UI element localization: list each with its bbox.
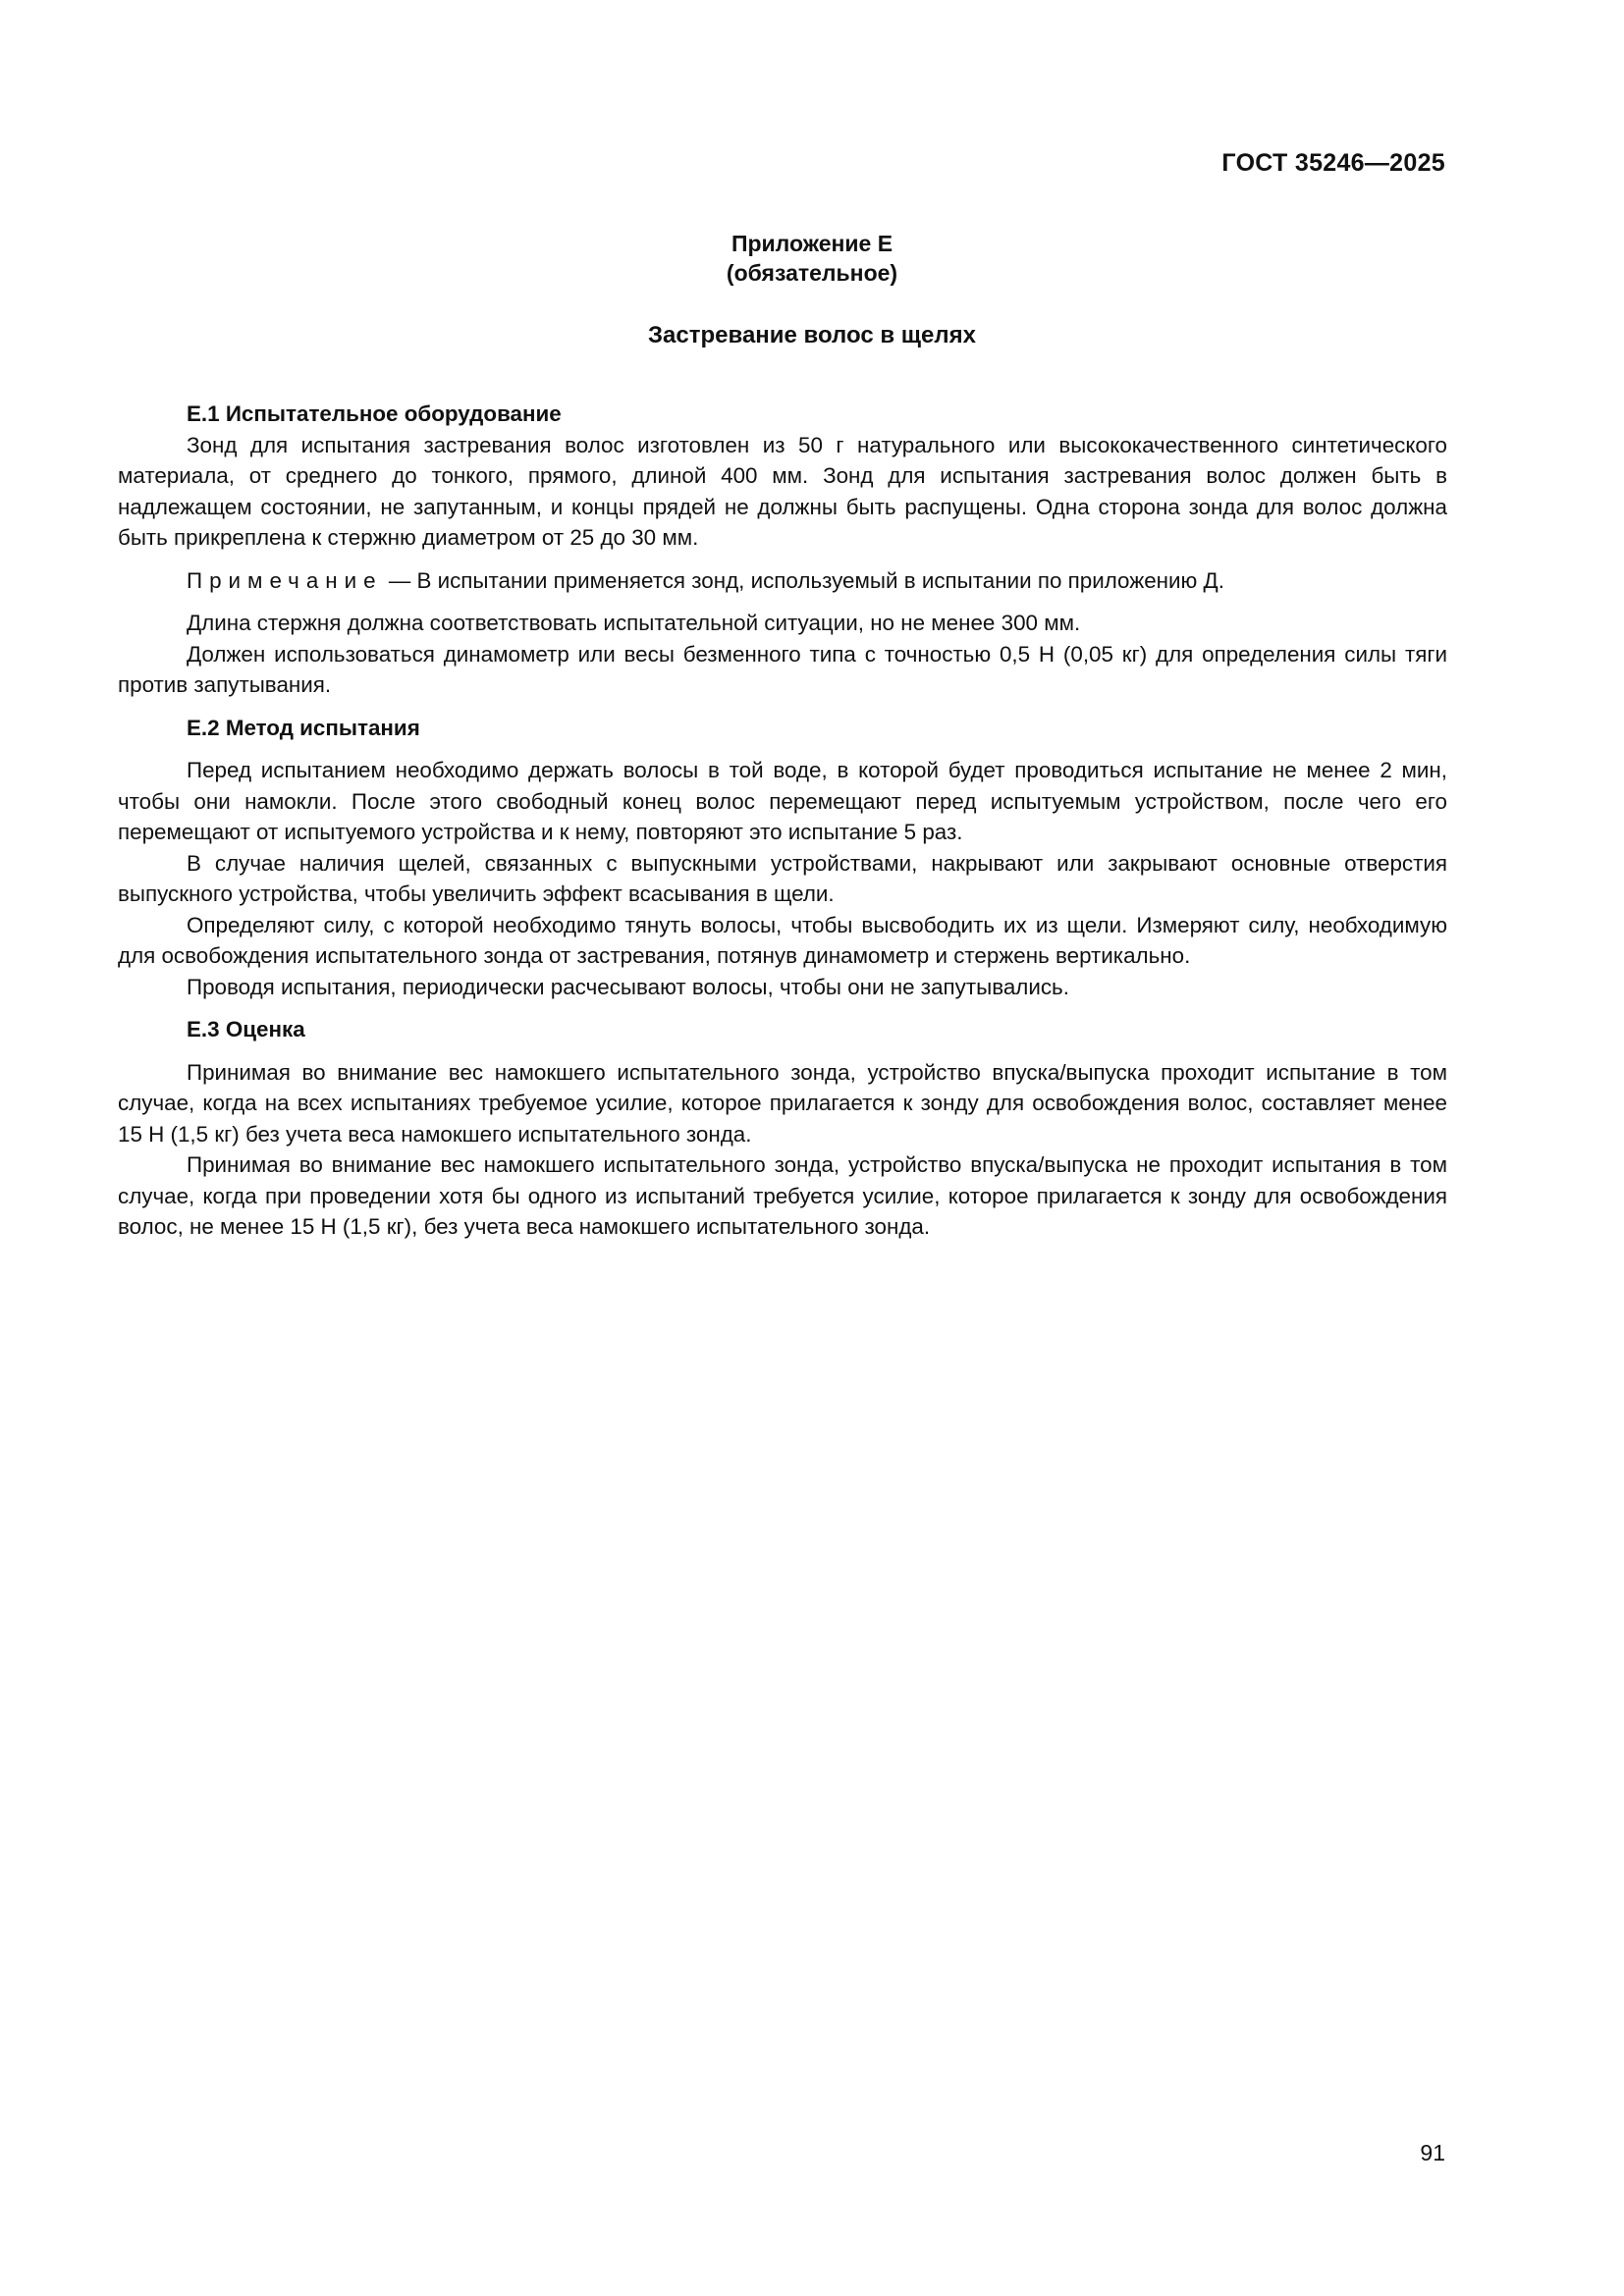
paragraph: Принимая во внимание вес намокшего испытательного зонда, устройство впуска/выпуска не проходит испытания в том случае, когда при проведении хотя бы одного из испытаний требуется усилие, которое прилагается к зонду для освобождения волос, не менее 15 Н (1,5 кг), без учета веса намокшего испытательного зонда. bbox=[118, 1152, 1447, 1239]
annex-label: Приложение Е bbox=[731, 231, 893, 256]
section-heading-e2: Е.2 Метод испытания bbox=[187, 715, 420, 740]
paragraph: Определяют силу, с которой необходимо тянуть волосы, чтобы высвободить их из щели. Измеряют силу, необходимую для освобождения испытательного зонда от застревания, потянув динамометр и стержень вертикально. bbox=[118, 912, 1447, 968]
note bbox=[118, 565, 1447, 597]
paragraph: Зонд для испытания застревания волос изготовлен из 50 г натурального или высококачественного синтетического материала, от среднего до тонкого, прямого, длиной 400 мм. Зонд для испытания застревания волос должен быть в надлежащем состоянии, не запутанным, и концы прядей не должны быть распущены. Одна сторона зонда для волос должна быть прикреплена к стержню диаметром от 25 до 30 мм. bbox=[118, 432, 1447, 550]
document-code: ГОСТ 35246—2025 bbox=[1221, 149, 1445, 177]
annex-title: Застревание волос в щелях bbox=[648, 322, 976, 348]
annex-header bbox=[0, 229, 1624, 288]
paragraph: Должен использоваться динамометр или весы безменного типа с точностью 0,5 Н (0,05 кг) для определения силы тяги против запутывания. bbox=[118, 641, 1447, 697]
note-label: Примечание bbox=[187, 567, 383, 593]
section-heading-e1: Е.1 Испытательное оборудование bbox=[187, 401, 562, 426]
paragraph: В случае наличия щелей, связанных с выпускными устройствами, накрывают или закрывают основные отверстия выпускного устройства, чтобы увеличить эффект всасывания в щели. bbox=[118, 850, 1447, 906]
paragraph: Проводя испытания, периодически расчесывают волосы, чтобы они не запутывались. bbox=[187, 974, 1069, 999]
paragraph: Длина стержня должна соответствовать испытательной ситуации, но не менее 300 мм. bbox=[187, 611, 1081, 635]
section-heading-e3: Е.3 Оценка bbox=[187, 1017, 305, 1041]
note-text: — В испытании применяется зонд, используемый в испытании по приложению Д. bbox=[382, 567, 1224, 593]
page-number: 91 bbox=[1420, 2140, 1445, 2165]
paragraph: Перед испытанием необходимо держать волосы в той воде, в которой будет проводиться испытание не менее 2 мин, чтобы они намокли. После этого свободный конец волос перемещают перед испытуемым устройством, после чего его перемещают от испытуемого устройства и к нему, повторяют это испытание 5 раз. bbox=[118, 758, 1447, 844]
document-body bbox=[118, 399, 1447, 1243]
paragraph: Принимая во внимание вес намокшего испытательного зонда, устройство впуска/выпуска проходит испытание в том случае, когда на всех испытаниях требуемое усилие, которое прилагается к зонду для освобождения волос, составляет менее 15 Н (1,5 кг) без учета веса намокшего испытательного зонда. bbox=[118, 1059, 1447, 1147]
annex-status: (обязательное) bbox=[726, 260, 898, 286]
